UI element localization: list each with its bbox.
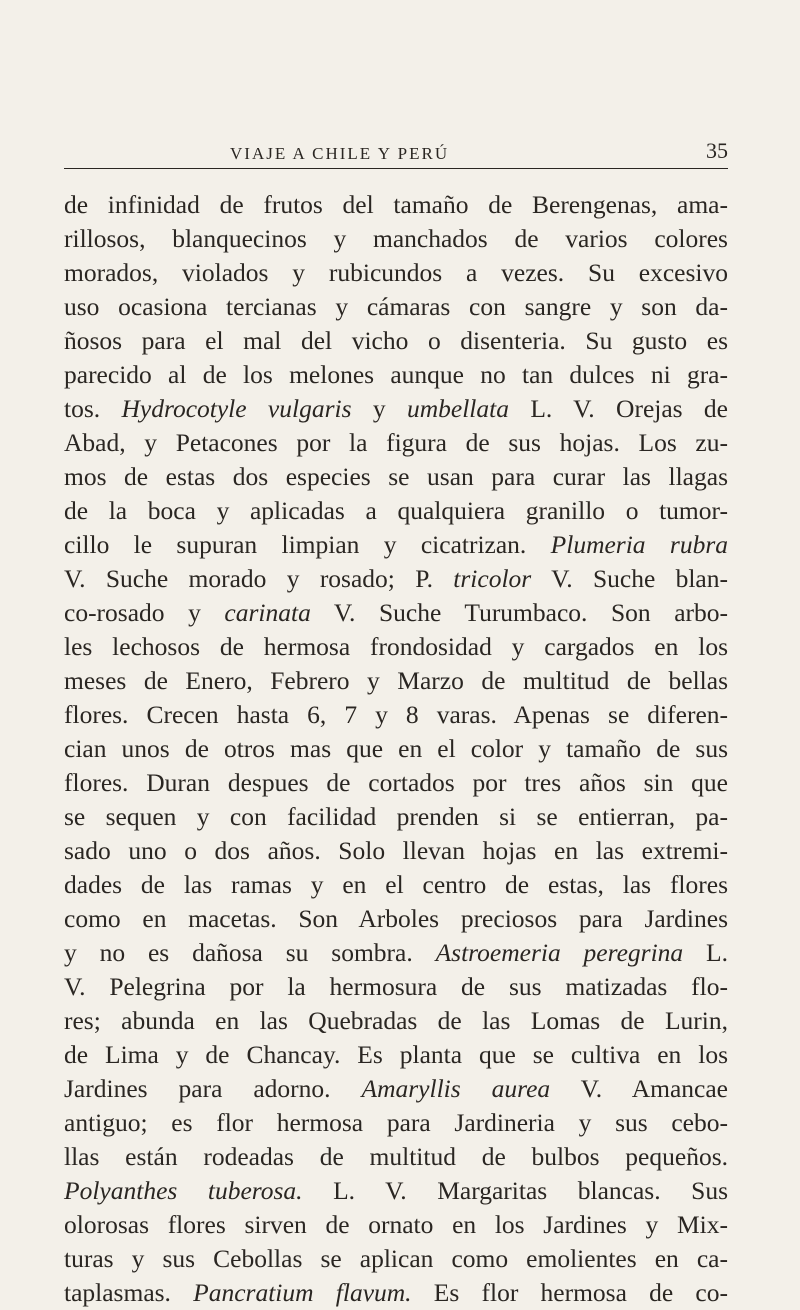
text-run: V. Suche Turumbaco. Son arbo- bbox=[310, 598, 728, 627]
text-run: Abad, y Petacones por la figura de sus hojas. Los zu- bbox=[64, 428, 728, 457]
text-line bbox=[64, 1004, 728, 1038]
text-line bbox=[64, 664, 728, 698]
text-line bbox=[64, 936, 728, 970]
text-run: ñosos para el mal del vicho o disenteria. Su gusto es bbox=[64, 326, 728, 355]
text-run: dades de las ramas y en el centro de estas, las flores bbox=[64, 870, 728, 899]
text-run: L. bbox=[683, 938, 728, 967]
text-line bbox=[64, 1106, 728, 1140]
text-line bbox=[64, 902, 728, 936]
text-line bbox=[64, 392, 728, 426]
text-run: Es flor hermosa de co- bbox=[411, 1278, 728, 1307]
text-run: V. Suche blan- bbox=[531, 564, 728, 593]
header-rule bbox=[64, 168, 728, 169]
page-number: 35 bbox=[706, 138, 728, 163]
text-run: cillo le supuran limpian y cicatrizan. bbox=[64, 530, 551, 559]
text-run: y no es dañosa su sombra. bbox=[64, 938, 436, 967]
text-line bbox=[64, 528, 728, 562]
text-line bbox=[64, 358, 728, 392]
text-line bbox=[64, 562, 728, 596]
text-run: co-rosado y bbox=[64, 598, 225, 627]
italic-term: Hydrocotyle vulgaris bbox=[121, 394, 352, 423]
running-title: VIAJE A CHILE Y PERÚ bbox=[230, 144, 450, 163]
text-line bbox=[64, 324, 728, 358]
text-run: res; abunda en las Quebradas de las Lomas de Lurin, bbox=[64, 1006, 728, 1035]
text-run: turas y sus Cebollas se aplican como emolientes en ca- bbox=[64, 1244, 728, 1273]
text-line bbox=[64, 1242, 728, 1276]
text-run: sado uno o dos años. Solo llevan hojas en las extremi- bbox=[64, 836, 728, 865]
text-line bbox=[64, 834, 728, 868]
text-run: antiguo; es flor hermosa para Jardineria y sus cebo- bbox=[64, 1108, 728, 1137]
text-run: les lechosos de hermosa frondosidad y cargados en los bbox=[64, 632, 728, 661]
text-line bbox=[64, 1174, 728, 1208]
text-run: morados, violados y rubicundos a vezes. Su excesivo bbox=[64, 258, 728, 287]
italic-term: Plumeria rubra bbox=[550, 530, 729, 559]
italic-term: Polyanthes tuberosa. bbox=[64, 1176, 303, 1205]
text-run: L. V. Orejas de bbox=[508, 394, 729, 423]
text-line bbox=[64, 596, 728, 630]
text-run: parecido al de los melones aunque no tan dulces ni gra- bbox=[64, 360, 728, 389]
text-run: L. V. Margaritas blancas. Sus bbox=[302, 1176, 729, 1205]
text-line bbox=[64, 460, 728, 494]
text-run: mos de estas dos especies se usan para curar las llagas bbox=[64, 462, 728, 491]
italic-term: carinata bbox=[224, 598, 311, 627]
text-run: de Lima y de Chancay. Es planta que se cultiva en los bbox=[64, 1040, 728, 1069]
text-run: flores. Crecen hasta 6, 7 y 8 varas. Apenas se diferen- bbox=[64, 700, 728, 729]
text-line bbox=[64, 732, 728, 766]
text-line bbox=[64, 1072, 728, 1106]
text-line bbox=[64, 766, 728, 800]
text-run: taplasmas. bbox=[64, 1278, 194, 1307]
text-run: se sequen y con facilidad prenden si se entierran, pa- bbox=[64, 802, 728, 831]
text-line bbox=[64, 1208, 728, 1242]
text-run: rillosos, blanquecinos y manchados de varios colores bbox=[64, 224, 728, 253]
text-run: como en macetas. Son Arboles preciosos para Jardines bbox=[64, 904, 728, 933]
text-run: de la boca y aplicadas a qualquiera granillo o tumor- bbox=[64, 496, 728, 525]
text-line bbox=[64, 256, 728, 290]
italic-term: umbellata bbox=[406, 394, 509, 423]
italic-term: Astroemeria peregrina bbox=[435, 938, 684, 967]
text-run: llas están rodeadas de multitud de bulbos pequeños. bbox=[64, 1142, 728, 1171]
text-line bbox=[64, 800, 728, 834]
text-run: flores. Duran despues de cortados por tres años sin que bbox=[64, 768, 728, 797]
page-header bbox=[64, 134, 728, 168]
text-line bbox=[64, 426, 728, 460]
text-line bbox=[64, 290, 728, 324]
text-line bbox=[64, 630, 728, 664]
text-run: olorosas flores sirven de ornato en los Jardines y Mix- bbox=[64, 1210, 728, 1239]
text-run: tos. bbox=[64, 394, 122, 423]
text-run: Jardines para adorno. bbox=[64, 1074, 362, 1103]
text-line bbox=[64, 868, 728, 902]
text-line bbox=[64, 1038, 728, 1072]
text-run: de infinidad de frutos del tamaño de Berengenas, ama- bbox=[64, 190, 728, 219]
text-run: cian unos de otros mas que en el color y tamaño de sus bbox=[64, 734, 728, 763]
text-line bbox=[64, 222, 728, 256]
text-line bbox=[64, 1140, 728, 1174]
text-run: V. Amancae bbox=[550, 1074, 728, 1103]
text-line bbox=[64, 698, 728, 732]
text-line bbox=[64, 970, 728, 1004]
text-run: uso ocasiona tercianas y cámaras con sangre y son da- bbox=[64, 292, 728, 321]
text-run: y bbox=[351, 394, 407, 423]
text-run: V. Pelegrina por la hermosura de sus matizadas flo- bbox=[64, 972, 728, 1001]
text-line bbox=[64, 188, 728, 222]
italic-term: Pancratium flavum. bbox=[193, 1278, 412, 1307]
italic-term: tricolor bbox=[453, 564, 532, 593]
text-line bbox=[64, 494, 728, 528]
text-run: meses de Enero, Febrero y Marzo de multitud de bellas bbox=[64, 666, 728, 695]
italic-term: Amaryllis aurea bbox=[361, 1074, 551, 1103]
text-run: V. Suche morado y rosado; P. bbox=[64, 564, 454, 593]
text-line bbox=[64, 1276, 728, 1310]
